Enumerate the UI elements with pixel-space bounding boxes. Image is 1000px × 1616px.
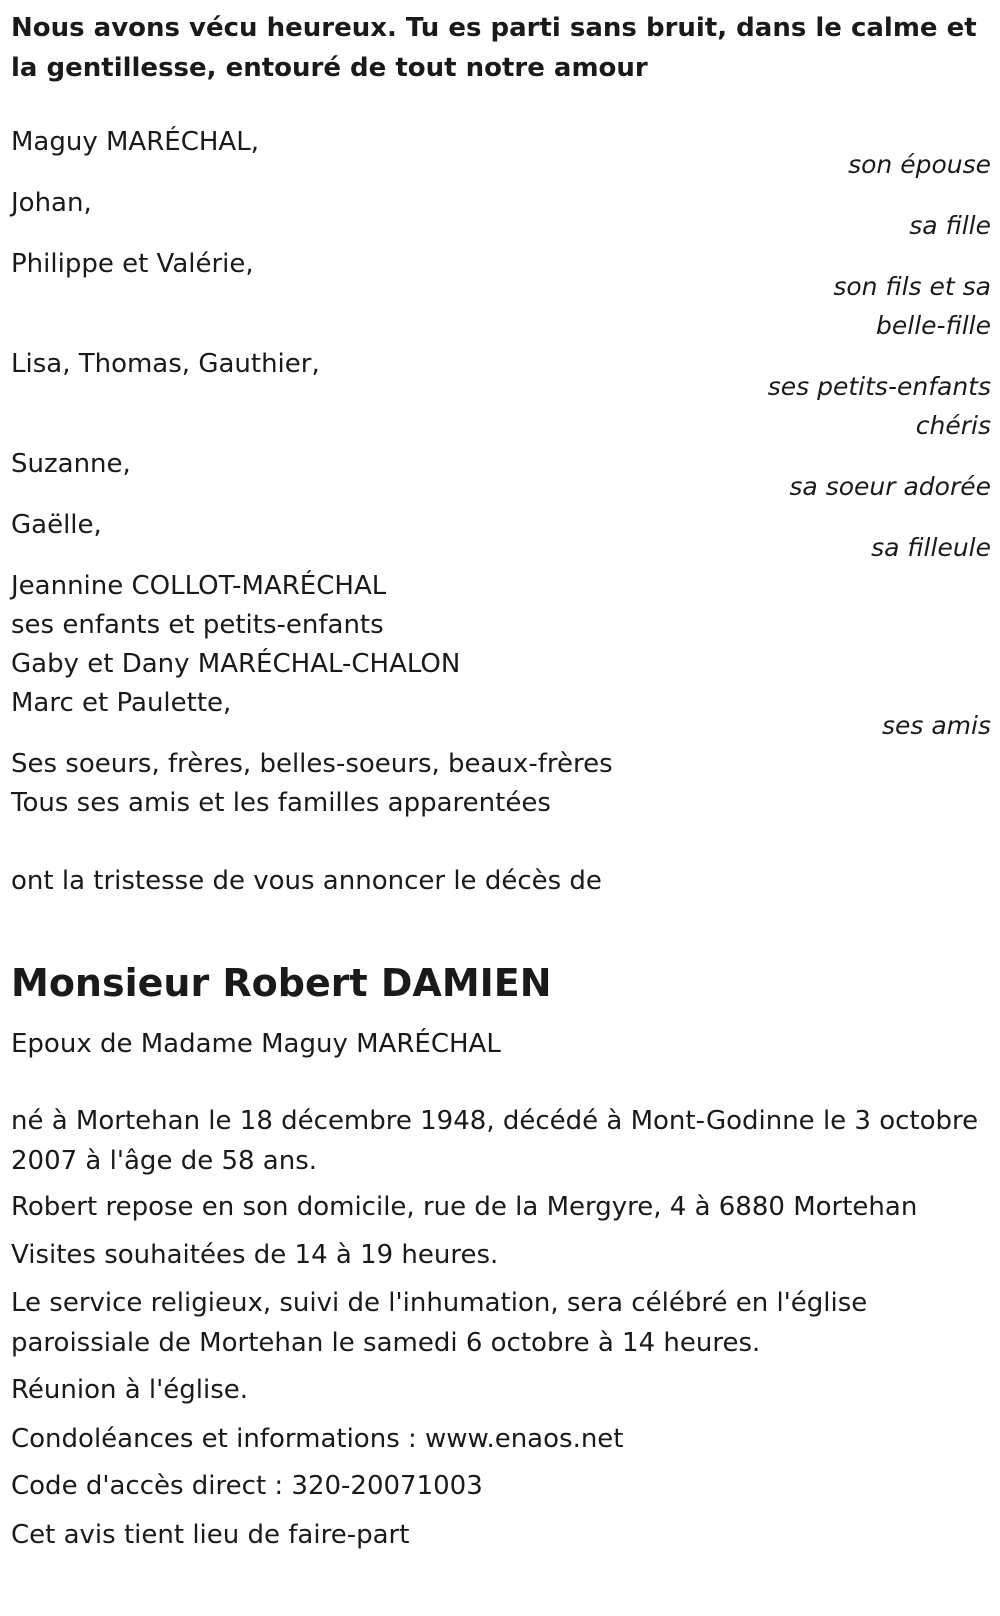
relation-daughter: sa fille: [909, 211, 991, 240]
family-member-gaby-dany: Gaby et Dany MARÉCHAL-CHALON: [11, 649, 461, 679]
relation-spouse: son épouse: [848, 150, 991, 179]
obituary-notice: [11, 0, 991, 1616]
meeting-details: Réunion à l'église.: [11, 1375, 249, 1405]
relation-grandchildren-line-2: chéris: [915, 411, 991, 440]
siblings-line: Ses soeurs, frères, belles-soeurs, beaux-frères: [11, 749, 613, 779]
family-member-grandchildren: Lisa, Thomas, Gauthier,: [11, 349, 320, 379]
family-member-johan: Johan,: [11, 188, 92, 218]
family-member-marc-paulette: Marc et Paulette,: [11, 688, 232, 718]
family-member-jeannine-children: ses enfants et petits-enfants: [11, 610, 384, 640]
announcement-text: ont la tristesse de vous annoncer le décès de: [11, 866, 602, 896]
visits-details: Visites souhaitées de 14 à 19 heures.: [11, 1240, 499, 1270]
relation-son-line-2: belle-fille: [876, 311, 991, 340]
relation-sister: sa soeur adorée: [789, 472, 991, 501]
birth-death-details: né à Mortehan le 18 décembre 1948, décédé à Mont-Godinne le 3 octobre 2007 à l'âge de 58 ans.: [11, 1106, 979, 1176]
access-code-details: Code d'accès direct : 320-20071003: [11, 1471, 483, 1501]
relatives-line: Tous ses amis et les familles apparentées: [11, 788, 551, 818]
spouse-line: Epoux de Madame Maguy MARÉCHAL: [11, 1029, 501, 1059]
family-member-suzanne: Suzanne,: [11, 449, 131, 479]
family-member-gaelle: Gaëlle,: [11, 510, 102, 540]
family-member-maguy: Maguy MARÉCHAL,: [11, 127, 259, 157]
relation-goddaughter: sa filleule: [871, 533, 991, 562]
notice-line: Cet avis tient lieu de faire-part: [11, 1520, 410, 1550]
family-member-philippe: Philippe et Valérie,: [11, 249, 254, 279]
relation-friends: ses amis: [881, 711, 991, 740]
family-member-jeannine: Jeannine COLLOT-MARÉCHAL: [11, 571, 387, 601]
repose-details: Robert repose en son domicile, rue de la Mergyre, 4 à 6880 Mortehan: [11, 1192, 918, 1222]
intro-text: Nous avons vécu heureux. Tu es parti sans bruit, dans le calme et la gentillesse, entouré de tout notre amour: [11, 13, 977, 83]
deceased-name: Monsieur Robert DAMIEN: [11, 961, 552, 1005]
relation-son-line-1: son fils et sa: [833, 272, 991, 301]
condolences-details: Condoléances et informations : www.enaos.net: [11, 1424, 624, 1454]
relation-grandchildren-line-1: ses petits-enfants: [767, 372, 991, 401]
service-details: Le service religieux, suivi de l'inhumation, sera célébré en l'église paroissiale de Mortehan le samedi 6 octobre à 14 heures.: [11, 1288, 868, 1358]
